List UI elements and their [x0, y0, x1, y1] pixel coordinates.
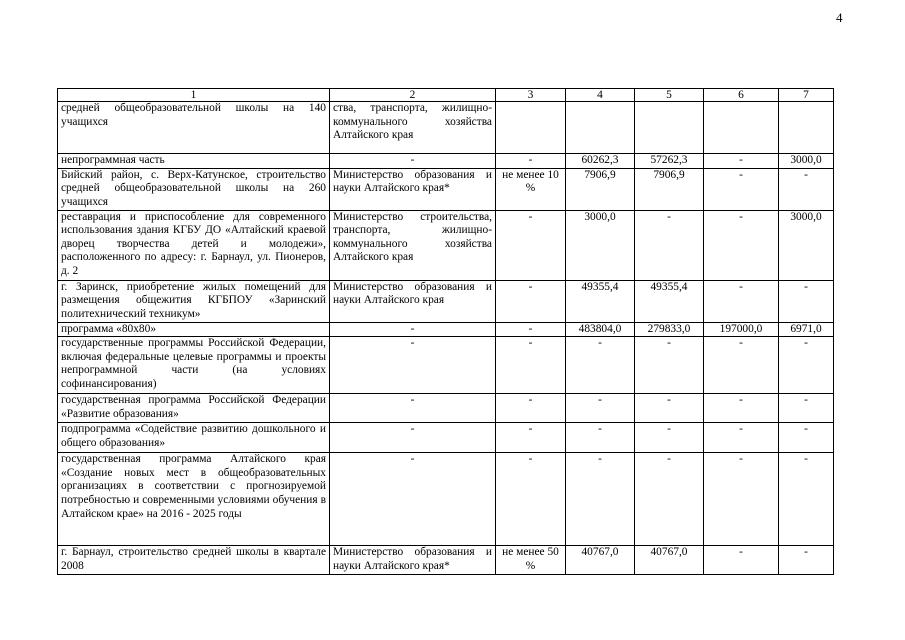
cell-value — [635, 102, 704, 154]
cell-name: государственная программа Российской Федерации «Развитие образования» — [58, 394, 330, 423]
cell-executor: Министерство образования и науки Алтайского края* — [330, 168, 496, 210]
cell-share: - — [496, 322, 566, 337]
cell-executor: - — [330, 322, 496, 337]
cell-value: - — [704, 154, 779, 169]
table-row — [58, 423, 834, 453]
cell-share: не менее 50 % — [496, 546, 566, 575]
cell-name: Бийский район, с. Верх-Катунское, строительство средней общеобразовательной школы на 260 учащихся — [58, 168, 330, 210]
cell-executor: - — [330, 423, 496, 453]
table-row — [58, 210, 834, 280]
cell-total: 7906,9 — [566, 168, 635, 210]
cell-value: - — [635, 337, 704, 394]
cell-value: - — [704, 280, 779, 322]
cell-share: - — [496, 337, 566, 394]
table-row — [58, 546, 834, 575]
cell-total: 483804,0 — [566, 322, 635, 337]
cell-executor: ства, транспорта, жилищно-коммунального хозяйства Алтайского края — [330, 102, 496, 154]
cell-total: 40767,0 — [566, 546, 635, 575]
cell-value: - — [635, 423, 704, 453]
cell-executor: Министерство образования и науки Алтайского края* — [330, 546, 496, 575]
cell-executor: Министерство образования и науки Алтайского края — [330, 280, 496, 322]
page-number: 4 — [836, 10, 843, 25]
cell-total: 60262,3 — [566, 154, 635, 169]
column-header: 7 — [779, 89, 834, 102]
cell-value: - — [779, 168, 834, 210]
cell-value: - — [704, 423, 779, 453]
cell-name: г. Барнаул, строительство средней школы в квартале 2008 — [58, 546, 330, 575]
cell-executor: Министерство строительства, транспорта, жилищно-коммунального хозяйства Алтайского края — [330, 210, 496, 280]
cell-total — [566, 102, 635, 154]
table-row — [58, 102, 834, 154]
table-row — [58, 337, 834, 394]
cell-executor: - — [330, 453, 496, 546]
cell-value: - — [779, 280, 834, 322]
cell-value: - — [779, 546, 834, 575]
cell-total: - — [566, 423, 635, 453]
cell-value: - — [704, 453, 779, 546]
cell-executor: - — [330, 337, 496, 394]
cell-share: - — [496, 423, 566, 453]
cell-name: средней общеобразовательной школы на 140 учащихся — [58, 102, 330, 154]
cell-share: - — [496, 210, 566, 280]
cell-name: государственные программы Российской Федерации, включая федеральные целевые программы и проекты непрограммной части (на условиях софинансирования) — [58, 337, 330, 394]
cell-total: - — [566, 337, 635, 394]
cell-share — [496, 102, 566, 154]
cell-value: - — [779, 423, 834, 453]
cell-executor: - — [330, 394, 496, 423]
cell-share: - — [496, 154, 566, 169]
cell-value: 3000,0 — [779, 210, 834, 280]
table-row — [58, 280, 834, 322]
table-row — [58, 154, 834, 169]
cell-name: подпрограмма «Содействие развитию дошкольного и общего образования» — [58, 423, 330, 453]
cell-name: программа «80х80» — [58, 322, 330, 337]
column-header: 5 — [635, 89, 704, 102]
cell-value: - — [779, 453, 834, 546]
cell-name: государственная программа Алтайского края «Создание новых мест в общеобразовательных организациях в соответствии с прогнозируемой потребностью и современными условиями обучения в Алтайском крае» на 2016 - 2025 годы — [58, 453, 330, 546]
column-header: 1 — [58, 89, 330, 102]
cell-share: - — [496, 280, 566, 322]
cell-value: - — [704, 168, 779, 210]
cell-name: реставрация и приспособление для современного использования здания КГБУ ДО «Алтайский краевой дворец творчества детей и молодежи», расположенного по адресу: г. Барнаул, ул. Пионеров, д. 2 — [58, 210, 330, 280]
cell-total: 3000,0 — [566, 210, 635, 280]
column-header: 6 — [704, 89, 779, 102]
table-row — [58, 453, 834, 546]
cell-value: 6971,0 — [779, 322, 834, 337]
cell-value: - — [704, 210, 779, 280]
cell-total: - — [566, 394, 635, 423]
cell-value: - — [635, 210, 704, 280]
cell-value: - — [635, 453, 704, 546]
cell-total: 49355,4 — [566, 280, 635, 322]
cell-value: - — [704, 546, 779, 575]
cell-value: - — [704, 394, 779, 423]
column-header: 4 — [566, 89, 635, 102]
table-row — [58, 394, 834, 423]
cell-name: непрограммная часть — [58, 154, 330, 169]
cell-value: 49355,4 — [635, 280, 704, 322]
cell-total: - — [566, 453, 635, 546]
cell-share: не менее 10 % — [496, 168, 566, 210]
cell-value: - — [635, 394, 704, 423]
column-header: 2 — [330, 89, 496, 102]
cell-share: - — [496, 394, 566, 423]
table-row — [58, 322, 834, 337]
cell-value — [779, 102, 834, 154]
cell-value: - — [704, 337, 779, 394]
cell-executor: - — [330, 154, 496, 169]
table-row — [58, 168, 834, 210]
cell-value: 279833,0 — [635, 322, 704, 337]
cell-value: - — [779, 394, 834, 423]
cell-value: - — [779, 337, 834, 394]
cell-value: 197000,0 — [704, 322, 779, 337]
cell-share: - — [496, 453, 566, 546]
cell-value: 3000,0 — [779, 154, 834, 169]
cell-value — [704, 102, 779, 154]
cell-name: г. Заринск, приобретение жилых помещений для размещения общежития КГБПОУ «Заринский политехнический техникум» — [58, 280, 330, 322]
table-header-row — [58, 89, 834, 102]
column-header: 3 — [496, 89, 566, 102]
cell-value: 40767,0 — [635, 546, 704, 575]
cell-value: 57262,3 — [635, 154, 704, 169]
budget-table — [57, 88, 834, 575]
cell-value: 7906,9 — [635, 168, 704, 210]
